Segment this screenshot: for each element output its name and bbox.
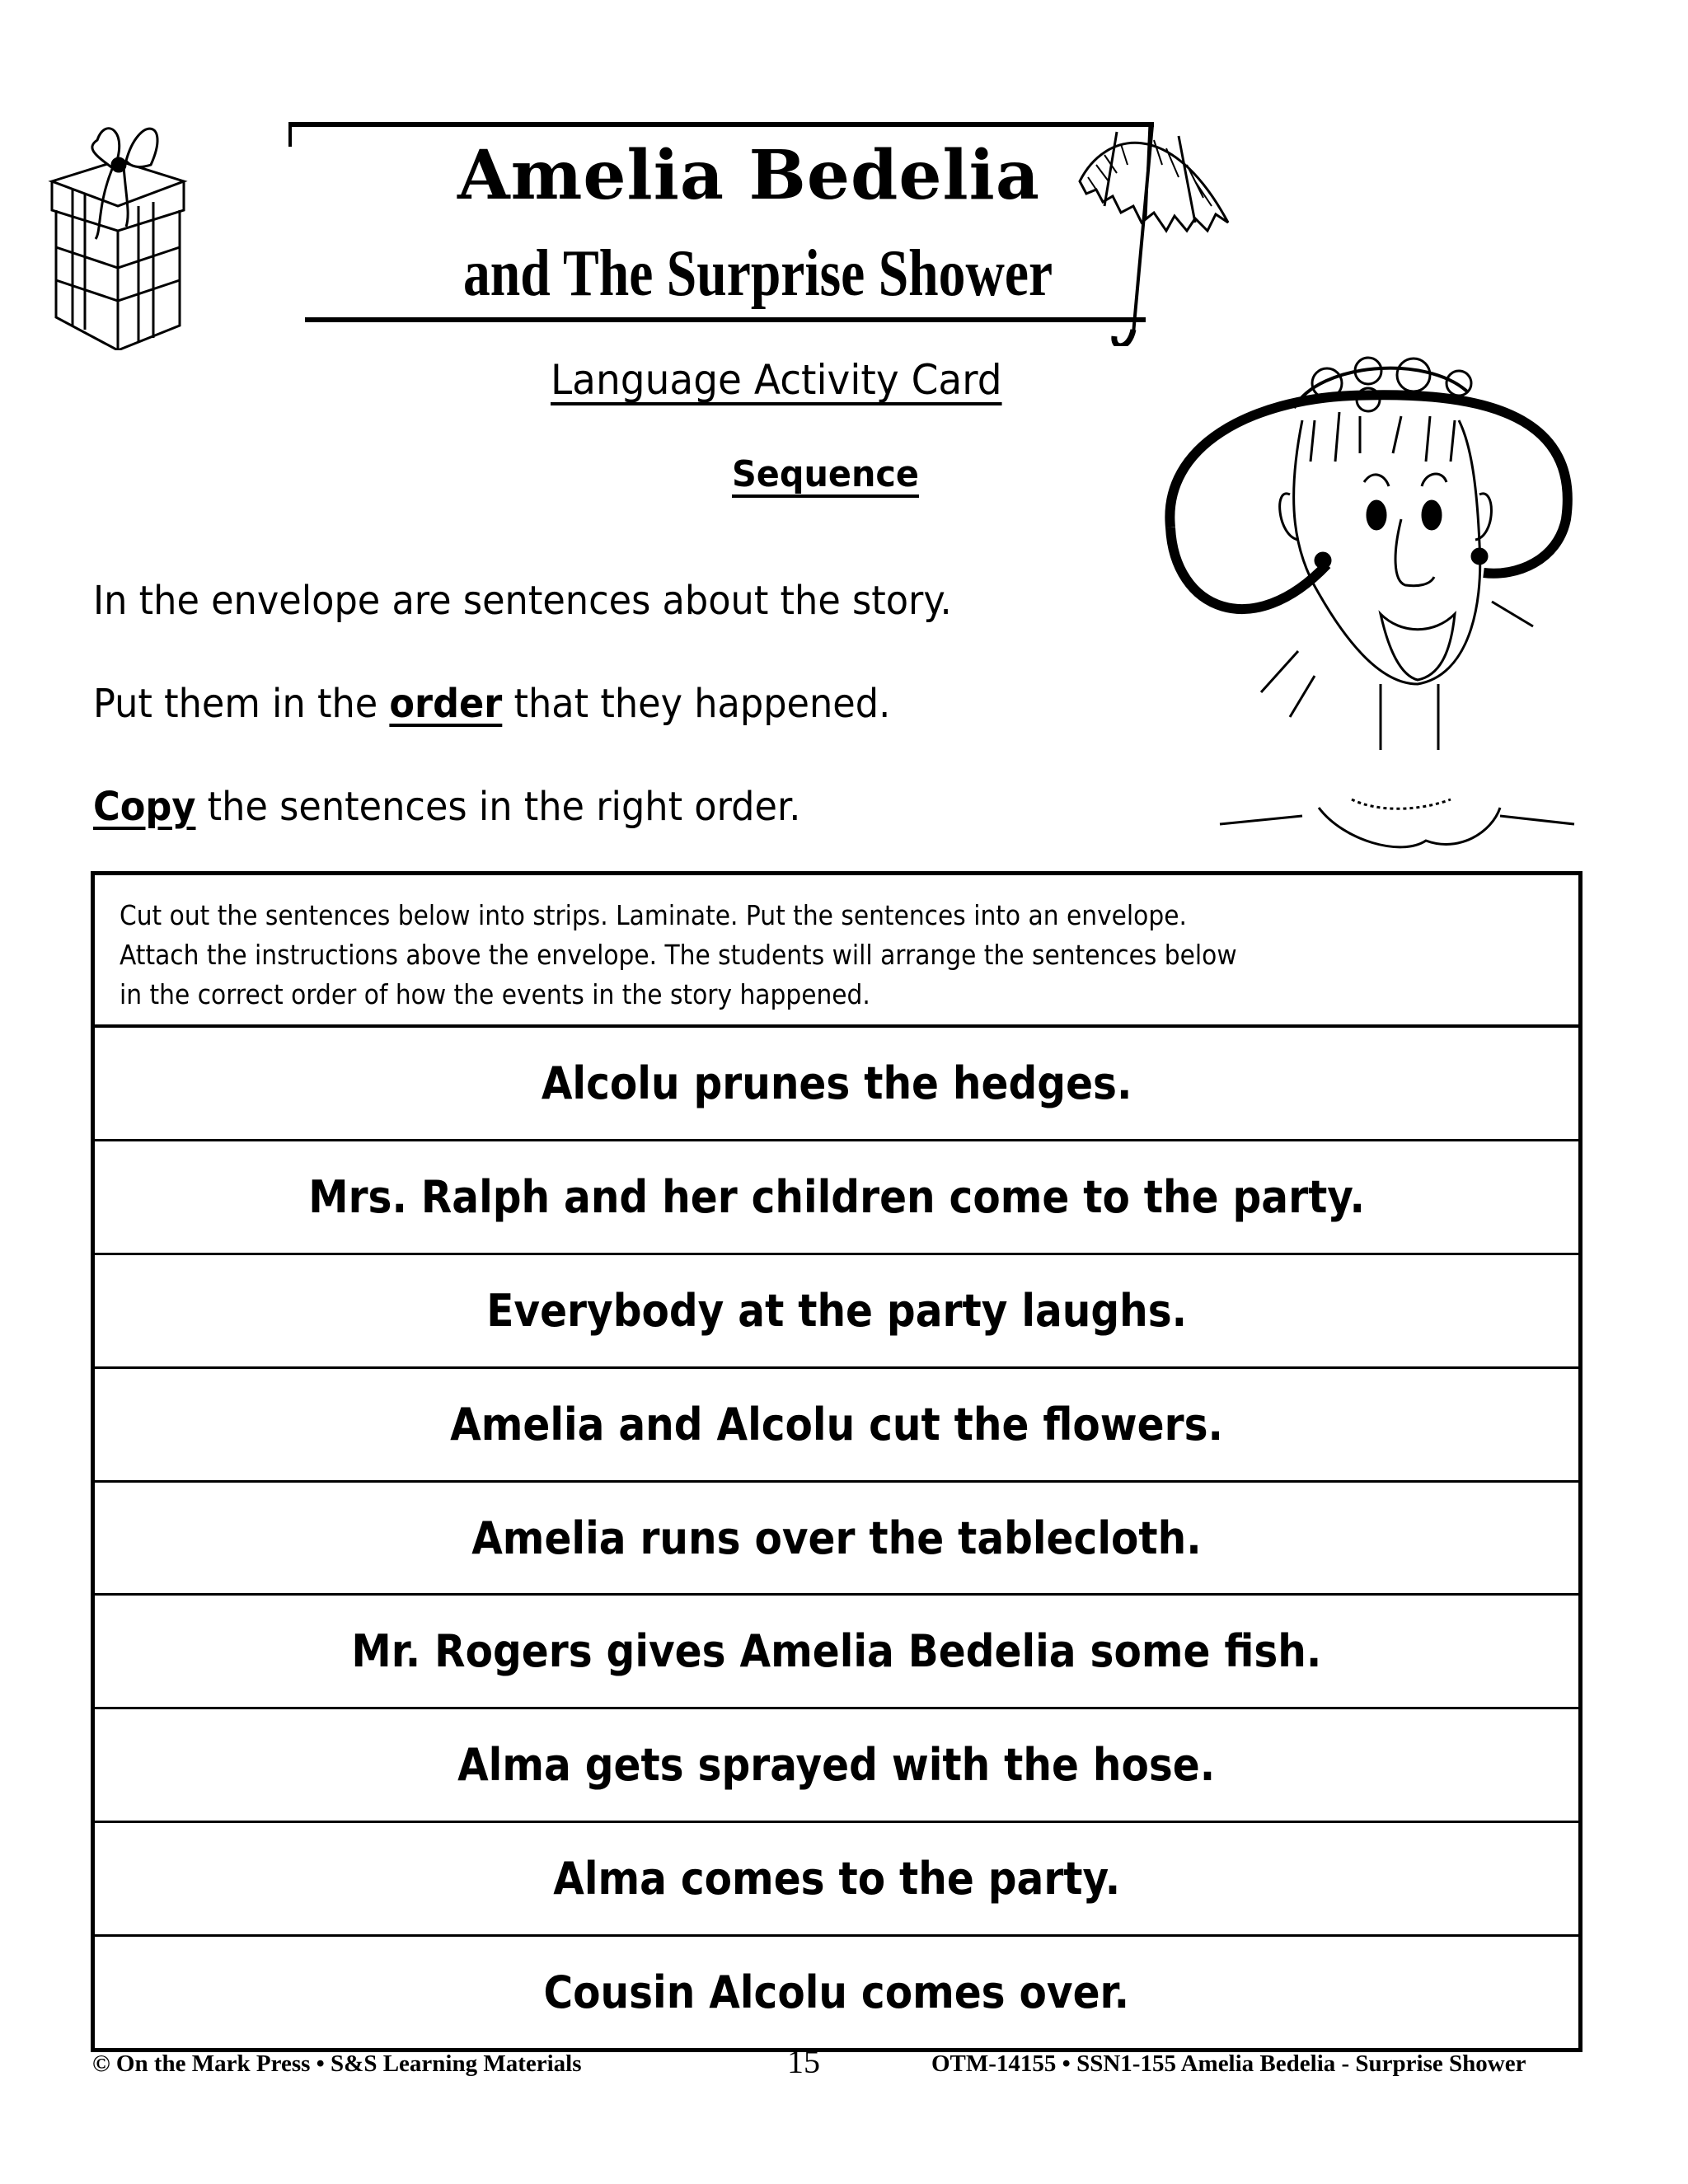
sentence-strip — [95, 1709, 1578, 1823]
sentence-text: Alma gets sprayed with the hose. — [457, 1739, 1216, 1792]
activity-card-heading: Language Activity Card — [551, 356, 1002, 404]
sequence-heading: Sequence — [732, 453, 919, 495]
page-number: 15 — [787, 2043, 820, 2080]
sentence-text: Alcolu prunes the hedges. — [541, 1057, 1132, 1109]
sentence-text: Mr. Rogers gives Amelia Bedelia some fish. — [351, 1625, 1322, 1678]
sentence-text: Mrs. Ralph and her children come to the party. — [308, 1170, 1365, 1223]
instruction-text: In the envelope are sentences about the story. — [93, 578, 952, 624]
sentence-text: Alma comes to the party. — [553, 1853, 1120, 1905]
sentence-strip — [95, 1369, 1578, 1483]
teacher-instruction-line: in the correct order of how the events in the story happened. — [120, 978, 870, 1010]
instruction-line-3 — [93, 784, 801, 830]
sentence-strip — [95, 1483, 1578, 1596]
gift-box-icon — [48, 115, 192, 350]
instruction-line-2 — [93, 681, 891, 727]
sentence-strip — [95, 1823, 1578, 1937]
sentence-text: Amelia and Alcolu cut the flowers. — [450, 1398, 1223, 1451]
footer-product-code: OTM-14155 • SSN1-155 Amelia Bedelia - Surprise Shower — [931, 2050, 1526, 2077]
sentence-strip — [95, 1028, 1578, 1141]
amelia-portrait-icon — [1154, 338, 1582, 865]
instruction-text: Put them in the — [93, 681, 390, 727]
sentence-strips-table — [91, 871, 1582, 2052]
sentence-strip — [95, 1141, 1578, 1255]
instruction-line-1 — [93, 578, 952, 624]
teacher-instructions — [95, 875, 1578, 1028]
sentence-text: Everybody at the party laughs. — [486, 1284, 1187, 1337]
sentence-strip — [95, 1255, 1578, 1369]
banner-left-rule — [288, 122, 292, 147]
banner-top-rule — [288, 122, 1154, 127]
sentence-text: Amelia runs over the tablecloth. — [471, 1511, 1202, 1564]
sentence-strip — [95, 1937, 1578, 2048]
sentence-strip — [95, 1596, 1578, 1709]
page-subtitle: and The Surprise Shower — [463, 237, 1053, 310]
footer-copyright: © On the Mark Press • S&S Learning Materials — [92, 2050, 582, 2077]
instruction-text: that they happened. — [502, 681, 891, 727]
banner-bottom-rule — [305, 317, 1146, 322]
teacher-instruction-line: Cut out the sentences below into strips. Laminate. Put the sentences into an envelope. — [120, 899, 1187, 931]
instruction-text: the sentences in the right order. — [195, 784, 801, 830]
sentence-text: Cousin Alcolu comes over. — [543, 1966, 1130, 2019]
emphasis-copy: Copy — [93, 784, 196, 830]
emphasis-order: order — [389, 681, 503, 727]
teacher-instruction-line: Attach the instructions above the envelope. The students will arrange the sentences below — [120, 939, 1237, 971]
page-title: Amelia Bedelia — [457, 136, 1040, 215]
umbrella-icon — [1071, 115, 1236, 346]
